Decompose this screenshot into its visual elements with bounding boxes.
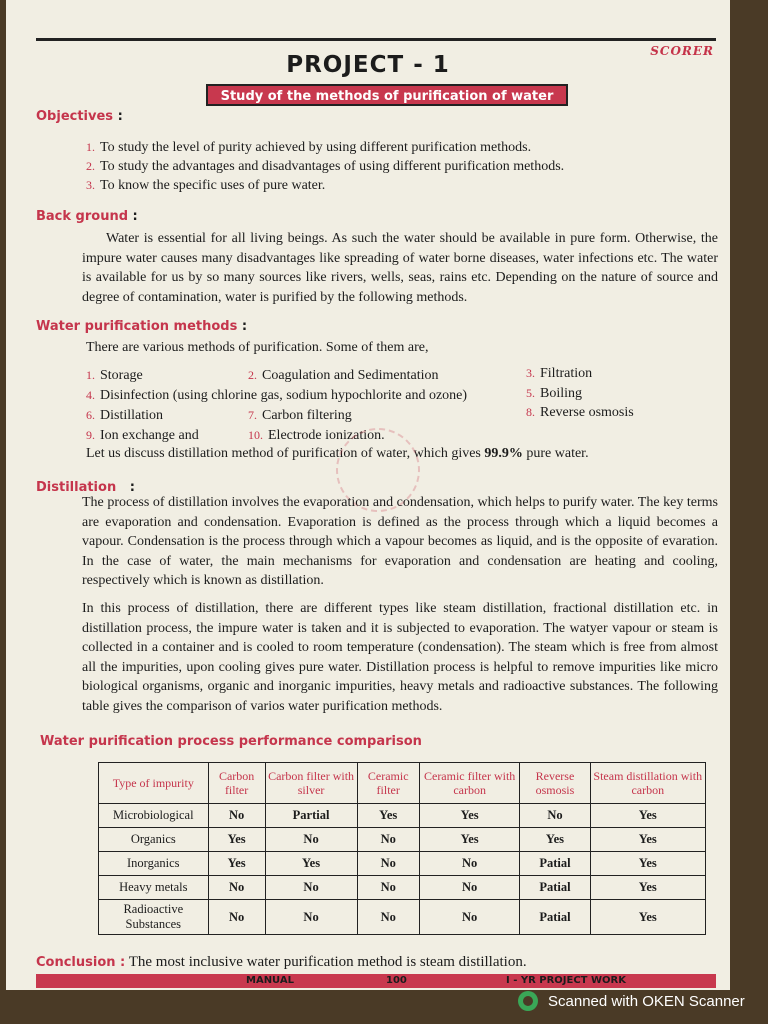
table-cell: Heavy metals: [99, 876, 209, 900]
table-cell: No: [265, 900, 357, 935]
method-item: 5. Boiling: [526, 386, 583, 401]
conclusion: [36, 954, 527, 971]
table-cell: Patial: [520, 876, 590, 900]
objective-item: 3. To know the specific uses of pure water.: [86, 178, 326, 193]
table-cell: No: [265, 828, 357, 852]
table-cell: Yes: [419, 828, 520, 852]
background-paragraph: Water is essential for all living beings. As such the water should be available in pure form. Otherwise, the impure water causes many disadvantages like spreading of water borne diseases, water infections etc. The water is available for us by so many sources like rivers, wells, seas, rains etc. Depending on the nature of source and degree of contamination, water is purified by the following methods.: [82, 231, 718, 305]
page-title: PROJECT - 1: [286, 52, 450, 78]
footer-right: I - YR PROJECT WORK: [506, 975, 626, 986]
document-page: [6, 0, 730, 990]
conclusion-label: Conclusion :: [36, 955, 126, 970]
table-cell: Yes: [208, 828, 265, 852]
background-heading: Back ground :: [36, 209, 138, 224]
table-cell: Yes: [590, 852, 705, 876]
objective-item: 2. To study the advantages and disadvantages of using different purification methods.: [86, 159, 565, 174]
distillation-paragraph-2: In this process of distillation, there are different types like steam distillation, fractional distillation etc. in distillation process, the impure water is taken and it is subjected to evaporation. The watyer vapour or steam is collected in a container and is cooled to room temperature (condensation). The steam which is free from almost all the impurities, upon cooling gives pure water. Distillation process is helpful to remove impurities like micro biological organisms, organic and inorganic impurities, heavy metals and radioactive substances. The following table gives the comparison of varios water purification methods.: [82, 601, 718, 714]
method-item: 3. Filtration: [526, 366, 593, 381]
table-header-cell: Carbon filter: [208, 763, 265, 804]
table-header-cell: Steam distillation with carbon: [590, 763, 705, 804]
table-cell: Yes: [419, 804, 520, 828]
page-footer: [36, 974, 716, 988]
table-cell: No: [419, 852, 520, 876]
methods-intro: There are various methods of purification. Some of them are,: [86, 340, 429, 355]
table-cell: No: [265, 876, 357, 900]
method-item: 7. Carbon filtering: [248, 408, 352, 423]
table-cell: Yes: [265, 852, 357, 876]
method-item: 10. Electrode ionization.: [248, 428, 385, 443]
table-cell: Inorganics: [99, 852, 209, 876]
table-row: [99, 876, 706, 900]
table-cell: No: [357, 900, 419, 935]
table-cell: Organics: [99, 828, 209, 852]
scanner-watermark-text: Scanned with OKEN Scanner: [548, 992, 745, 1010]
table-cell: Yes: [590, 876, 705, 900]
oken-scanner-logo-icon: [518, 991, 538, 1011]
table-cell: Yes: [590, 828, 705, 852]
objectives-heading: Objectives :: [36, 109, 123, 124]
table-row: [99, 852, 706, 876]
footer-left: MANUAL: [246, 975, 294, 986]
page-number: 100: [386, 975, 407, 986]
table-heading: Water purification process performance comparison: [40, 734, 422, 749]
page-subtitle: Study of the methods of purification of water: [206, 84, 568, 106]
table-cell: No: [419, 900, 520, 935]
table-cell: Radioactive Substances: [99, 900, 209, 935]
table-cell: Microbiological: [99, 804, 209, 828]
method-item: 2. Coagulation and Sedimentation: [248, 368, 439, 383]
method-item: 6. Distillation: [86, 408, 163, 423]
method-item: 4. Disinfection (using chlorine gas, sodium hypochlorite and ozone): [86, 388, 468, 403]
distillation-paragraph-1: The process of distillation involves the evaporation and condensation, which helps to purify water. The key terms are evaporation and condensation. Evaporation is defined as the process through which a liquid becomes a vapour. Condensation is the process through which a vapour becomes as liquid, and is the opposite of evaration. In the case of water, the main mechanisms for evaporation and condensation are heating and cooling, respectively which is known as distillation.: [82, 495, 718, 588]
table-cell: Partial: [265, 804, 357, 828]
table-cell: Yes: [590, 804, 705, 828]
table-cell: No: [208, 900, 265, 935]
table-header-cell: Ceramic filter with carbon: [419, 763, 520, 804]
method-item: 8. Reverse osmosis: [526, 405, 634, 420]
table-header-cell: Reverse osmosis: [520, 763, 590, 804]
table-cell: No: [357, 876, 419, 900]
table-cell: Yes: [520, 828, 590, 852]
table-cell: No: [208, 876, 265, 900]
table-cell: No: [520, 804, 590, 828]
table-cell: No: [357, 828, 419, 852]
table-cell: No: [208, 804, 265, 828]
table-cell: Patial: [520, 900, 590, 935]
table-cell: Yes: [208, 852, 265, 876]
methods-outro: Let us discuss distillation method of purification of water, which gives 99.9% pure water.: [86, 446, 589, 461]
table-header-row: [99, 763, 706, 804]
objective-item: 1. To study the level of purity achieved by using different purification methods.: [86, 140, 532, 155]
table-cell: No: [357, 852, 419, 876]
top-rule: [36, 38, 716, 41]
conclusion-text: The most inclusive water purification method is steam distillation.: [128, 954, 527, 970]
comparison-table: [98, 762, 706, 935]
methods-heading: Water purification methods :: [36, 319, 248, 334]
table-row: [99, 900, 706, 935]
table-row: [99, 828, 706, 852]
distillation-heading: Distillation :: [36, 480, 135, 495]
table-cell: No: [419, 876, 520, 900]
table-header-cell: Carbon filter with silver: [265, 763, 357, 804]
table-row: [99, 804, 706, 828]
brand-logo: SCORER: [650, 44, 714, 58]
table-header-cell: Ceramic filter: [357, 763, 419, 804]
table-header-cell: Type of impurity: [99, 763, 209, 804]
table-cell: Yes: [357, 804, 419, 828]
method-item: 9. Ion exchange and: [86, 428, 199, 443]
table-cell: Yes: [590, 900, 705, 935]
method-item: 1. Storage: [86, 368, 143, 383]
scanner-watermark: [518, 988, 745, 1014]
table-cell: Patial: [520, 852, 590, 876]
